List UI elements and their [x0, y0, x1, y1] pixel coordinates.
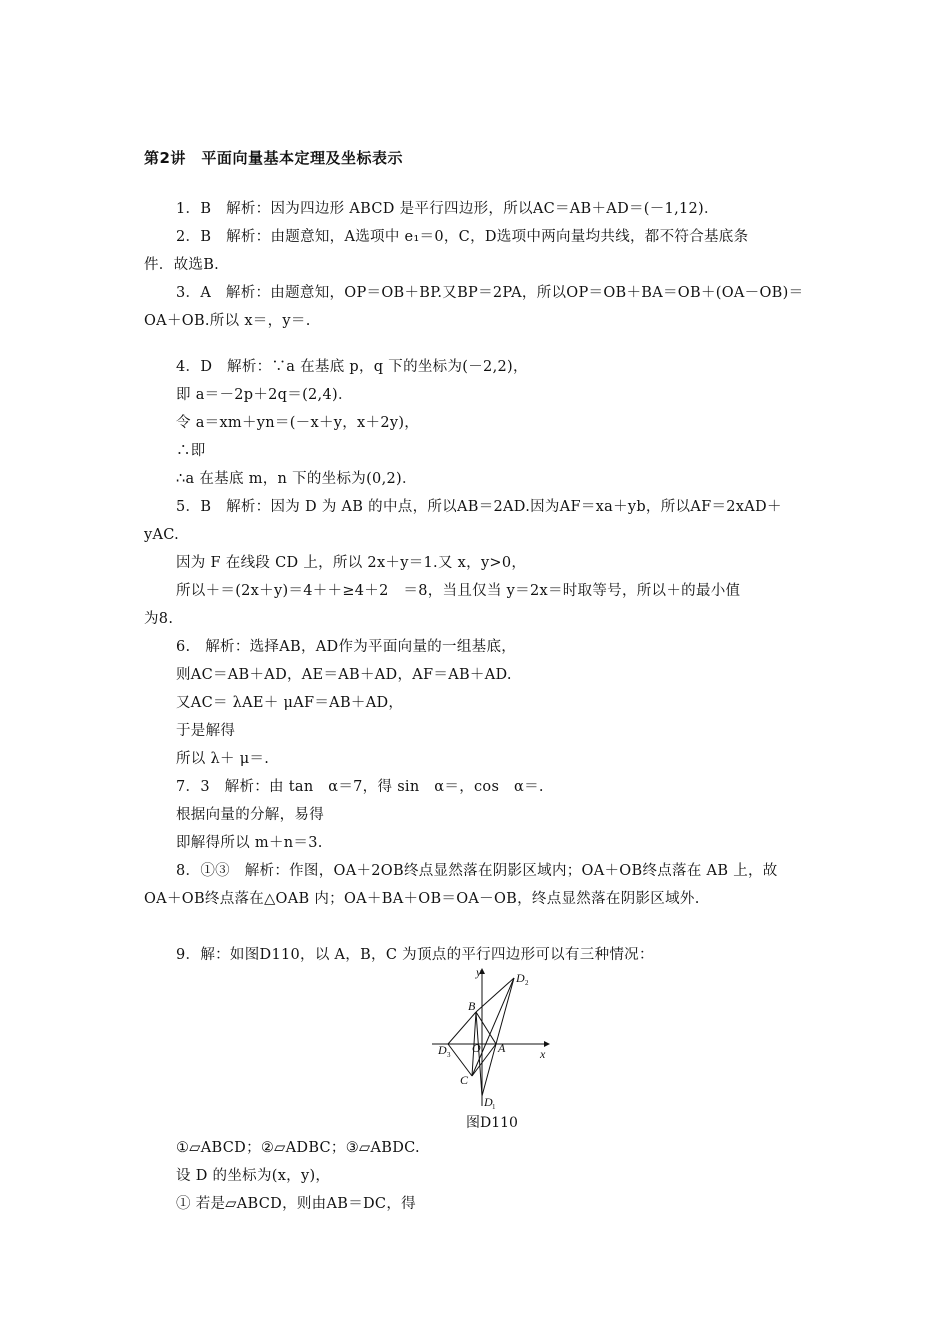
figure-d110 — [428, 966, 558, 1110]
label-d2: D — [516, 971, 525, 985]
answer-5-line5: 为8. — [144, 611, 174, 627]
label-b: B — [468, 999, 476, 1013]
label-x: x — [540, 1047, 546, 1061]
label-d3-sub: 3 — [447, 1051, 451, 1059]
answer-6-line3: 又AC＝ λAE＋ μAF＝AB＋AD， — [176, 695, 404, 711]
answer-6-line4: 于是解得 — [176, 723, 236, 739]
label-c: C — [460, 1073, 469, 1087]
section-title: 第2讲 平面向量基本定理及坐标表示 — [144, 149, 403, 167]
answer-3-cont: OA＋OB.所以 x＝，y＝. — [144, 313, 311, 329]
label-y: y — [476, 966, 482, 979]
answer-7: 7．3 解析：由 tan α＝7，得 sin α＝，cos α＝. — [176, 779, 544, 795]
answer-5-line3: 因为 F 在线段 CD 上，所以 2x＋y＝1.又 x，y>0， — [176, 555, 527, 571]
figure-caption: 图D110 — [466, 1115, 518, 1131]
answer-4: 4．D 解析：∵a 在基底 p，q 下的坐标为(－2,2)， — [176, 359, 528, 375]
label-d1-sub: 1 — [492, 1103, 496, 1110]
answer-5: 5．B 解析：因为 D 为 AB 的中点，所以AB＝2AD.因为AF＝xa＋yb，所以AF＝2xAD＋ — [176, 499, 782, 515]
answer-6-line2: 则AC＝AB＋AD，AE＝AB＋AD，AF＝AB＋AD. — [176, 667, 512, 683]
label-o: O — [472, 1041, 481, 1055]
answer-9: 9．解：如图D110，以 A，B，C 为顶点的平行四边形可以有三种情况： — [176, 947, 654, 963]
answer-1: 1．B 解析：因为四边形 ABCD 是平行四边形，所以AC＝AB＋AD＝(－1,12)． — [176, 201, 719, 217]
answer-9-line2: ①▱ABCD；②▱ADBC；③▱ABDC. — [176, 1140, 420, 1156]
answer-4-line2: 即 a＝－2p＋2q＝(2,4)． — [176, 387, 353, 403]
parallelograms — [448, 978, 514, 1096]
answer-9-line3: 设 D 的坐标为(x，y)， — [176, 1168, 331, 1184]
answer-5-cont: yAC. — [144, 527, 180, 543]
label-a: A — [498, 1041, 506, 1055]
answer-8: 8．①③ 解析：作图，OA＋2OB终点显然落在阴影区域内；OA＋OB终点落在 AB 上，故 — [176, 863, 778, 879]
answer-2: 2．B 解析：由题意知，A选项中 e₁＝0，C，D选项中两向量均共线，都不符合基底条 — [176, 229, 749, 245]
answer-7-line3: 即解得所以 m＋n＝3. — [176, 835, 323, 851]
answer-4-line4: ∴即 — [176, 443, 206, 459]
answer-8-cont: OA＋OB终点落在△OAB 内；OA＋BA＋OB＝OA－OB，终点显然落在阴影区域外. — [144, 891, 700, 907]
answer-2-cont: 件．故选B. — [144, 257, 220, 273]
label-d1: D — [484, 1095, 493, 1109]
answer-6: 6. 解析：选择AB，AD作为平面向量的一组基底， — [176, 639, 517, 655]
answer-9-line4: ① 若是▱ABCD，则由AB＝DC，得 — [176, 1196, 416, 1212]
answer-7-line2: 根据向量的分解，易得 — [176, 807, 324, 823]
answer-4-line3: 令 a＝xm＋yn＝(－x＋y，x＋2y)， — [176, 415, 420, 431]
label-d2-sub: 2 — [525, 979, 529, 987]
answer-3: 3．A 解析：由题意知，OP＝OB＋BP.又BP＝2PA，所以OP＝OB＋BA＝OB＋(OA－OB)＝ — [176, 285, 804, 301]
answer-4-line5: ∴a 在基底 m，n 下的坐标为(0,2)． — [176, 471, 417, 487]
answer-5-line4: 所以＋＝(2x＋y)＝4＋＋≥4＋2 ＝8，当且仅当 y＝2x＝时取等号，所以＋的最小值 — [176, 583, 741, 599]
label-d3: D — [438, 1043, 447, 1057]
answer-6-line5: 所以 λ＋ μ＝. — [176, 751, 270, 767]
